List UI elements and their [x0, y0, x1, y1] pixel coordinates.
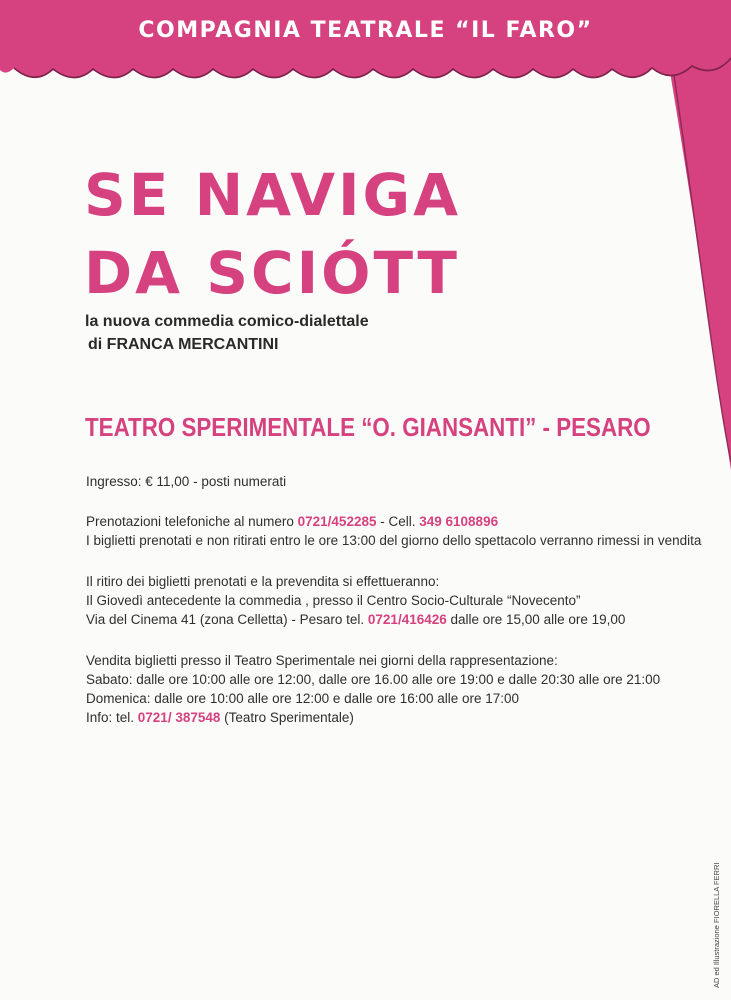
- ticket-info: [86, 472, 706, 727]
- play-title-line-2: DA SCIÓTT: [84, 239, 460, 307]
- play-title: [84, 156, 461, 312]
- subtitle-genre: la nuova commedia comico-dialettale: [85, 313, 369, 330]
- ritiro-line-2: Il Giovedì antecedente la commedia , presso il Centro Socio-Culturale “Novecento”: [86, 593, 581, 608]
- play-subtitle: [85, 310, 369, 356]
- venue-heading: TEATRO SPERIMENTALE “O. GIANSANTI” - PESARO: [85, 412, 651, 442]
- vendita-line-1: Vendita biglietti presso il Teatro Sperimentale nei giorni della rappresentazione:: [86, 653, 558, 668]
- ritiro-line-3: [86, 610, 706, 629]
- play-title-line-1: SE NAVIGA: [84, 161, 462, 229]
- ingresso-line: Ingresso: € 11,00 - posti numerati: [86, 474, 287, 489]
- ritiro-hours: dalle ore 15,00 alle ore 19,00: [446, 612, 626, 627]
- prenotazioni-label: Prenotazioni telefoniche al numero: [86, 514, 298, 529]
- phone-number-1[interactable]: 0721/452285: [297, 514, 377, 529]
- prenotazioni-separator: - Cell.: [376, 514, 420, 529]
- subtitle-author: di FRANCA MERCANTINI: [88, 336, 279, 353]
- info-venue: (Teatro Sperimentale): [220, 710, 354, 725]
- prenotazioni-line: [86, 512, 706, 531]
- prenotazioni-note: I biglietti prenotati e non ritirati entro le ore 13:00 del giorno dello spettacolo verranno rimessi in vendita: [86, 533, 702, 548]
- info-line: [86, 708, 706, 727]
- phone-number-3[interactable]: 0721/ 387548: [137, 710, 221, 725]
- vendita-domenica: Domenica: dalle ore 10:00 alle ore 12:00 e dalle ore 16:00 alle ore 17:00: [86, 691, 520, 706]
- cell-number[interactable]: 349 6108896: [419, 514, 499, 529]
- company-name: COMPAGNIA TEATRALE “IL FARO”: [138, 18, 593, 43]
- ritiro-line-1: Il ritiro dei biglietti prenotati e la prevendita si effettueranno:: [86, 574, 440, 589]
- vendita-sabato: Sabato: dalle ore 10:00 alle ore 12:00, dalle ore 16.00 alle ore 19:00 e dalle 20:30 alle ore 21:00: [86, 672, 661, 687]
- illustration-credit: AD ed Illustrazione FIORELLA FERRI: [712, 862, 721, 988]
- info-label: Info: tel.: [86, 710, 138, 725]
- phone-number-2[interactable]: 0721/416426: [367, 612, 447, 627]
- ritiro-address: Via del Cinema 41 (zona Celletta) - Pesaro tel.: [86, 612, 368, 627]
